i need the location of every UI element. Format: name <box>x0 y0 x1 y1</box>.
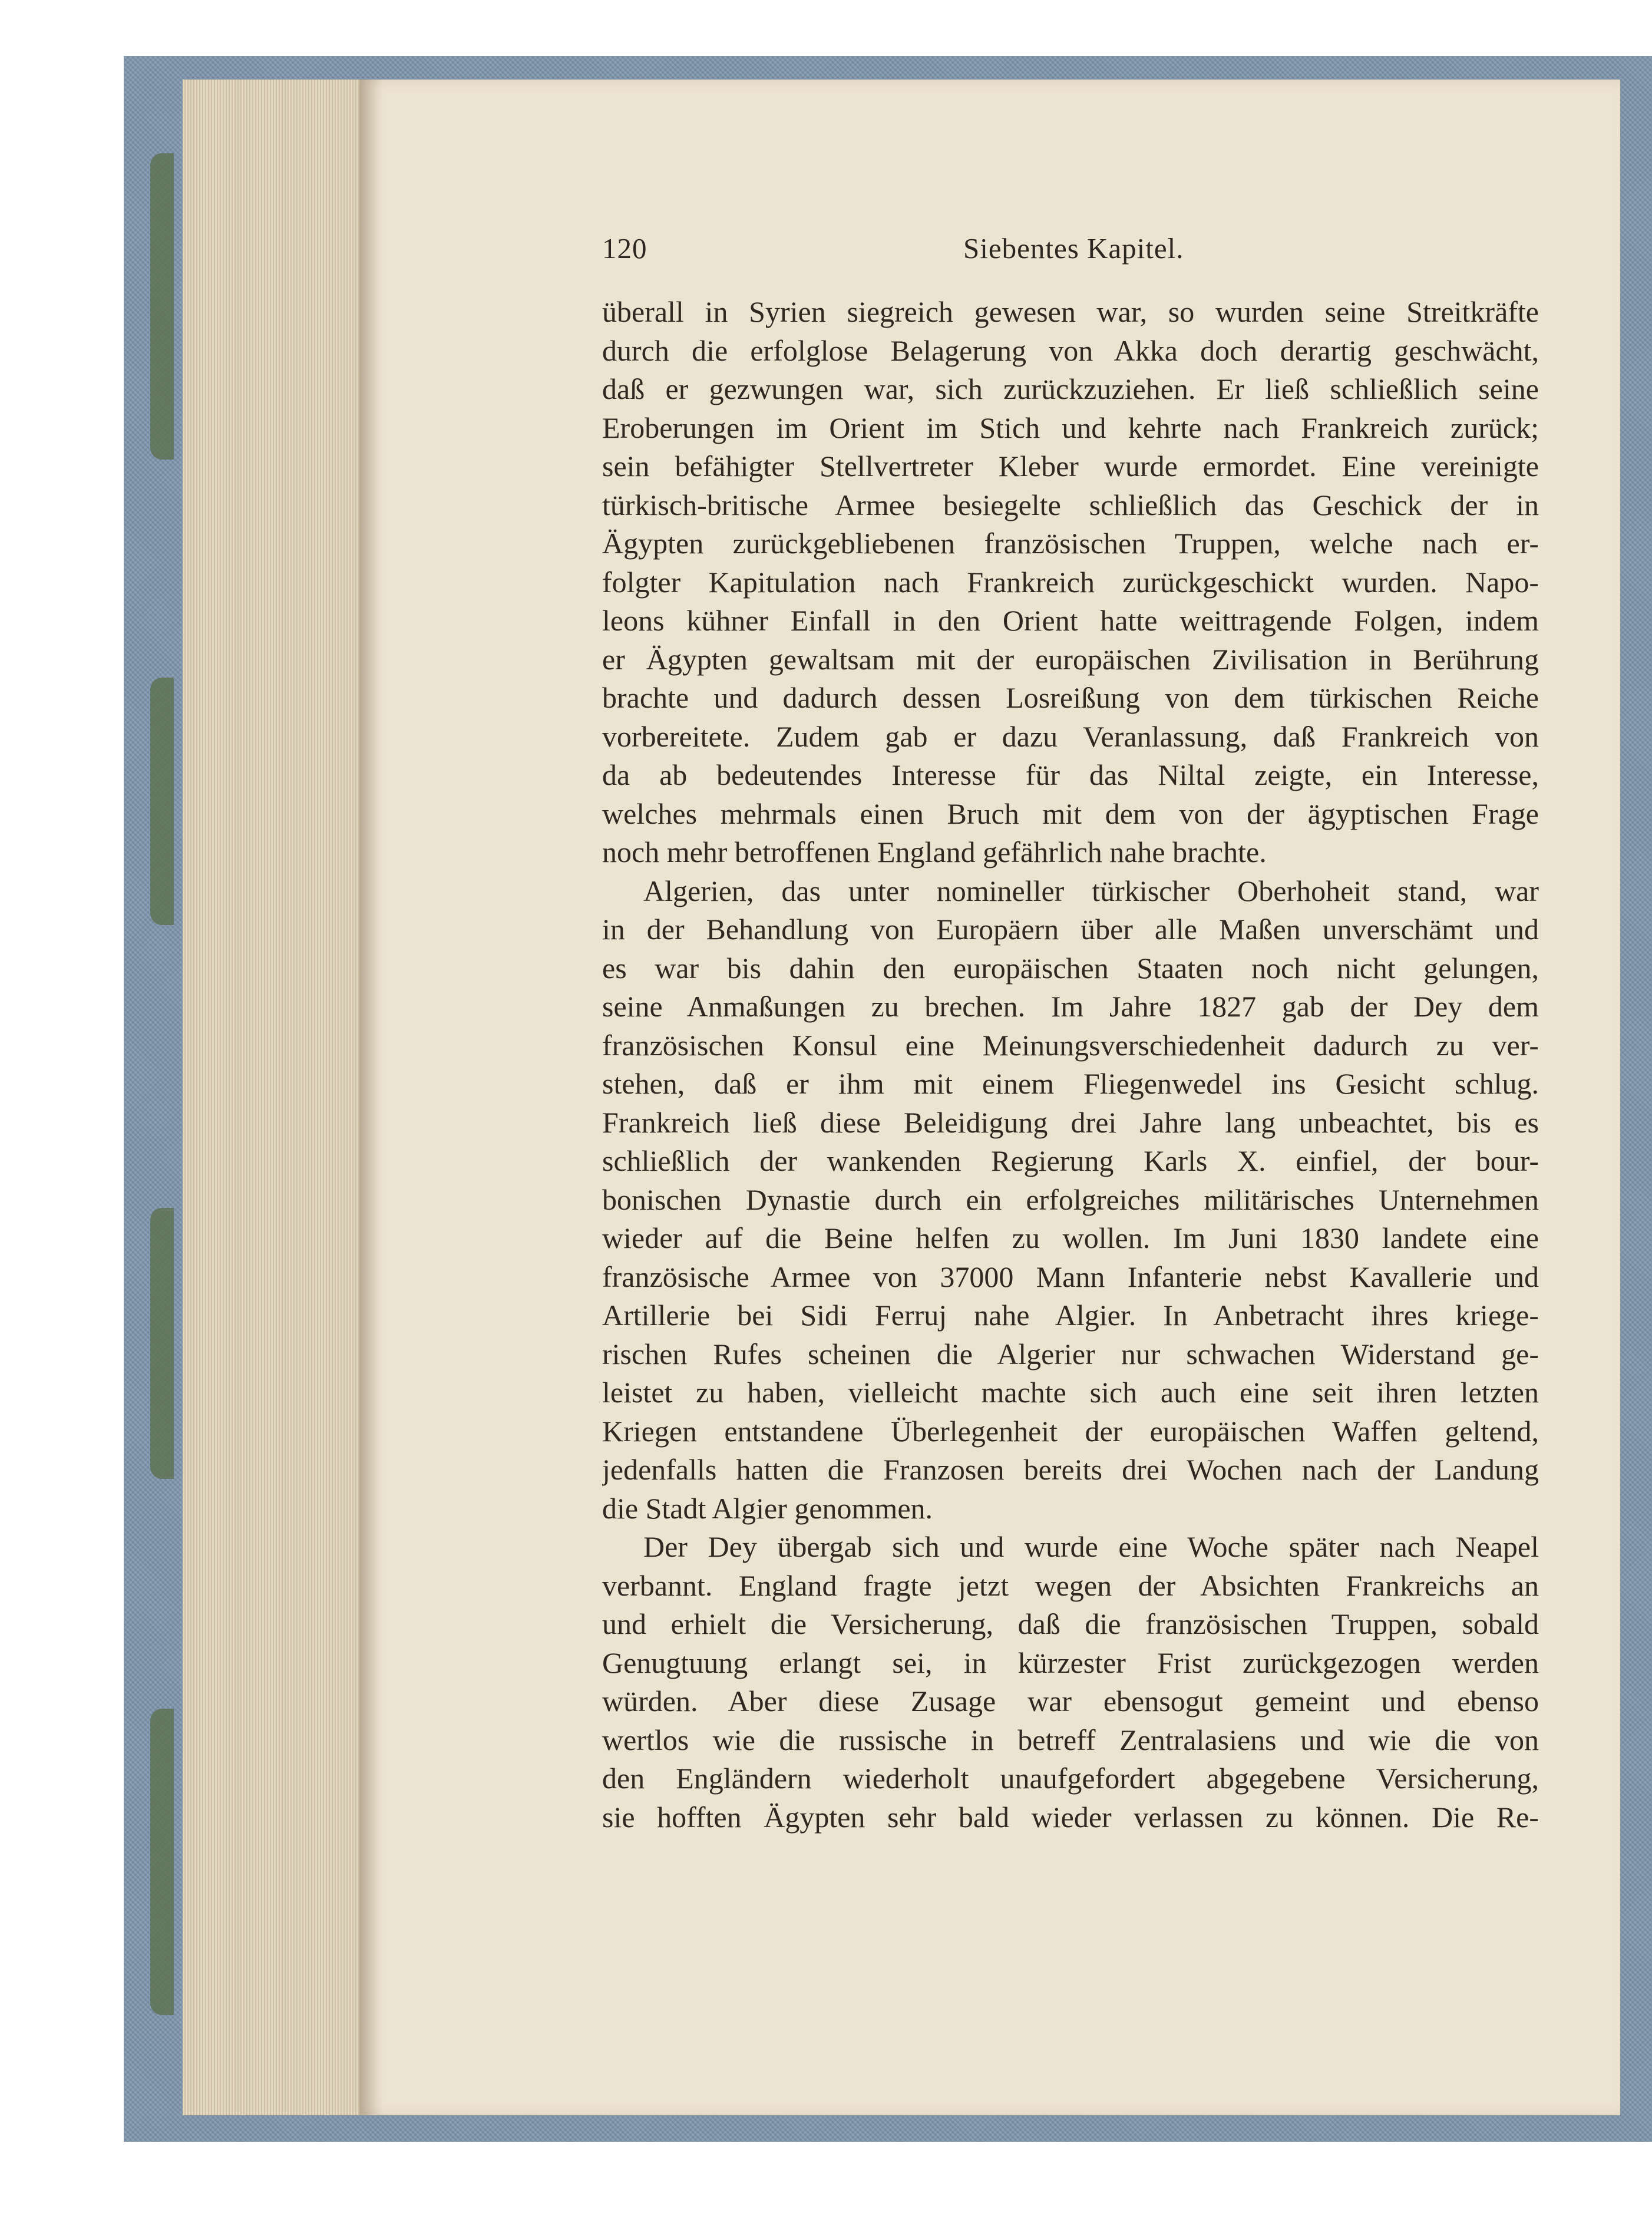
running-head: Siebentes Kapitel. <box>963 232 1184 265</box>
text-line: bonischen Dynastie durch ein erfolgreiches militärisches Unternehmen <box>602 1183 1539 1216</box>
text-line: Frankreich ließ diese Beleidigung drei Jahre lang unbeachtet, bis es <box>602 1105 1539 1139</box>
spine-ornament <box>150 678 174 925</box>
spine-ornament <box>150 1709 174 2015</box>
text-line: überall in Syrien siegreich gewesen war, so wurden seine Streitkräfte <box>602 295 1539 328</box>
text-line: schließlich der wankenden Regierung Karls X. einfiel, der bour- <box>602 1144 1539 1177</box>
text-line: er Ägypten gewaltsam mit der europäischen Zivilisation in Berührung <box>602 642 1539 676</box>
spine-ornament <box>150 153 174 460</box>
text-line: französischen Konsul eine Meinungsverschiedenheit dadurch zu ver- <box>602 1028 1539 1062</box>
text-line: da ab bedeutendes Interesse für das Niltal zeigte, ein Interesse, <box>602 758 1539 791</box>
text-line: Artillerie bei Sidi Ferruj nahe Algier. In Anbetracht ihres kriege- <box>602 1299 1539 1332</box>
text-line: rischen Rufes scheinen die Algerier nur schwachen Widerstand ge- <box>602 1337 1539 1370</box>
text-line: Kriegen entstandene Überlegenheit der europäischen Waffen geltend, <box>602 1414 1539 1448</box>
page-edges <box>183 80 359 2115</box>
text-line: die Stadt Algier genommen. <box>602 1491 933 1525</box>
text-line: leons kühner Einfall in den Orient hatte weittragende Folgen, indem <box>602 604 1539 637</box>
text-line: seine Anmaßungen zu brechen. Im Jahre 1827 gab der Dey dem <box>602 990 1539 1023</box>
text-line: folgter Kapitulation nach Frankreich zurückgeschickt wurden. Napo- <box>602 565 1539 599</box>
text-line: wieder auf die Beine helfen zu wollen. Im Juni 1830 landete eine <box>602 1221 1539 1254</box>
text-line: durch die erfolglose Belagerung von Akka doch derartig geschwächt, <box>602 333 1539 367</box>
text-line: stehen, daß er ihm mit einem Fliegenwedel ins Gesicht schlug. <box>602 1067 1539 1100</box>
text-line: sie hofften Ägypten sehr bald wieder verlassen zu können. Die Re- <box>602 1800 1539 1834</box>
text-line: daß er gezwungen war, sich zurückzuziehen. Er ließ schließlich seine <box>602 372 1539 405</box>
text-line: würden. Aber diese Zusage war ebensogut gemeint und ebenso <box>602 1685 1539 1718</box>
text-line: in der Behandlung von Europäern über alle Maßen unverschämt und <box>602 913 1539 946</box>
text-line: und erhielt die Versicherung, daß die französischen Truppen, sobald <box>602 1607 1539 1640</box>
text-line: Eroberungen im Orient im Stich und kehrte nach Frankreich zurück; <box>602 411 1539 444</box>
text-line: jedenfalls hatten die Franzosen bereits drei Wochen nach der Landung <box>602 1453 1539 1486</box>
text-line: es war bis dahin den europäischen Staaten noch nicht gelungen, <box>602 951 1539 985</box>
text-line: Algerien, das unter nomineller türkischer Oberhoheit stand, war <box>643 874 1539 907</box>
text-line: Genugtuung erlangt sei, in kürzester Frist zurückgezogen werden <box>602 1646 1539 1679</box>
body-text <box>602 293 1539 1837</box>
text-line: vorbereitete. Zudem gab er dazu Veranlassung, daß Frankreich von <box>602 719 1539 753</box>
text-line: leistet zu haben, vielleicht machte sich auch eine seit ihren letzten <box>602 1376 1539 1409</box>
text-line: noch mehr betroffenen England gefährlich nahe brachte. <box>602 835 1267 868</box>
text-line: wertlos wie die russische in betreff Zentralasiens und wie die von <box>602 1723 1539 1756</box>
text-line: sein befähigter Stellvertreter Kleber wurde ermordet. Eine vereinigte <box>602 450 1539 483</box>
text-line: verbannt. England fragte jetzt wegen der Absichten Frankreichs an <box>602 1568 1539 1602</box>
gutter-shadow <box>359 80 383 2115</box>
text-line: Ägypten zurückgebliebenen französischen Truppen, welche nach er- <box>602 527 1539 560</box>
text-line: türkisch-britische Armee besiegelte schließlich das Geschick der in <box>602 488 1539 521</box>
text-line: welches mehrmals einen Bruch mit dem von der ägyptischen Frage <box>602 797 1539 830</box>
page-number: 120 <box>602 232 647 265</box>
text-line: brachte und dadurch dessen Losreißung von dem türkischen Reiche <box>602 681 1539 714</box>
text-line: Der Dey übergab sich und wurde eine Woche später nach Neapel <box>643 1530 1539 1563</box>
text-line: französische Armee von 37000 Mann Infanterie nebst Kavallerie und <box>602 1260 1539 1293</box>
text-line: den Engländern wiederholt unaufgefordert abgegebene Versicherung, <box>602 1762 1539 1795</box>
spine-ornament <box>150 1208 174 1479</box>
